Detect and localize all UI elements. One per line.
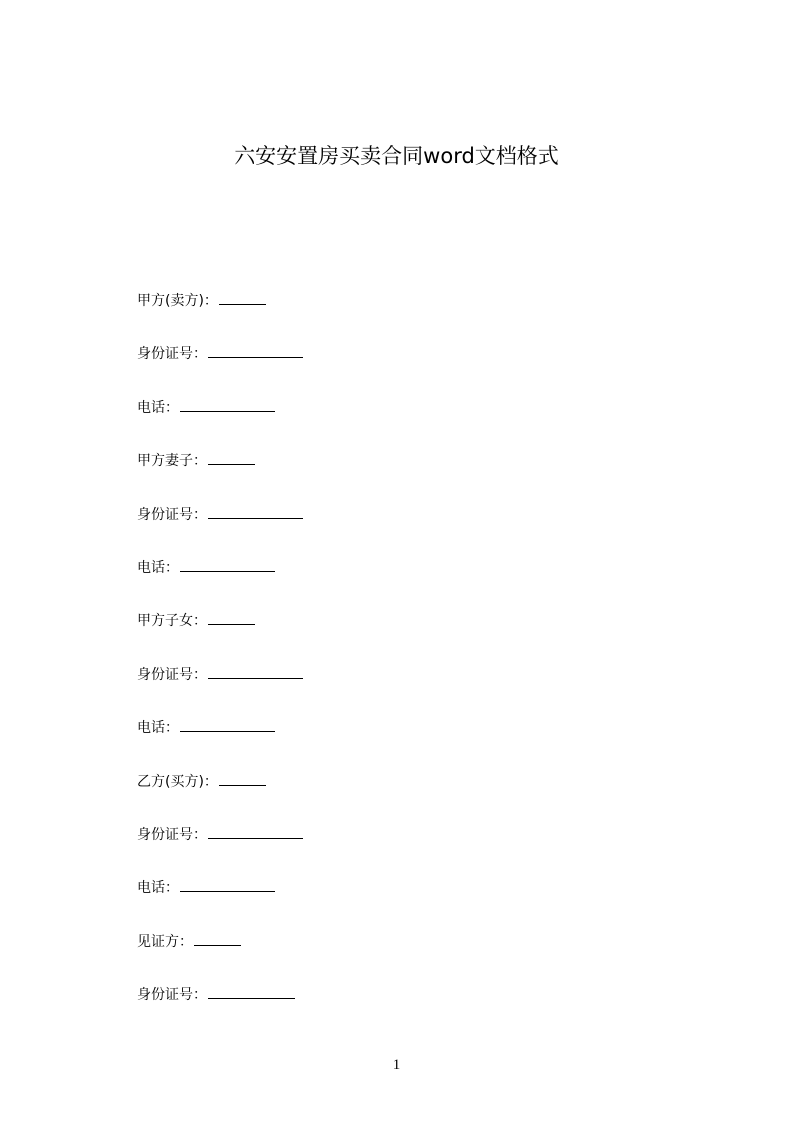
form-field-row [137, 557, 303, 610]
document-title: 六安安置房买卖合同word文档格式 [234, 144, 559, 168]
field-label: 甲方妻子： [137, 453, 207, 470]
fill-in-blank [208, 984, 295, 999]
field-label: 电话： [137, 559, 179, 576]
form-field-row [137, 450, 303, 503]
form-field-row [137, 343, 303, 396]
field-label: 电话： [137, 720, 179, 737]
field-label: 身份证号： [137, 826, 207, 843]
fill-in-blank [208, 343, 303, 358]
field-label: 甲方(卖方)： [137, 293, 218, 309]
form-field-row [137, 931, 303, 984]
page-number: 1 [392, 1057, 401, 1073]
fill-in-blank [208, 450, 255, 465]
field-label: 电话： [137, 399, 179, 416]
field-label: 乙方(买方)： [137, 773, 218, 790]
fill-in-blank [208, 664, 303, 679]
fill-in-blank [194, 931, 241, 946]
field-label: 见证方： [137, 933, 193, 950]
form-field-row [137, 504, 303, 557]
fill-in-blank [180, 877, 275, 892]
fill-in-blank [208, 610, 255, 625]
field-label: 甲方子女： [137, 613, 207, 630]
form-field-row [137, 824, 303, 877]
fill-in-blank [180, 557, 275, 572]
field-label: 身份证号： [137, 346, 207, 363]
form-field-row [137, 984, 303, 1037]
form-field-row [137, 290, 303, 343]
fill-in-blank [219, 290, 266, 305]
fill-in-blank [208, 824, 303, 839]
field-label: 身份证号： [137, 666, 207, 683]
fill-in-blank [180, 397, 275, 412]
party-field-list [137, 290, 303, 1037]
form-field-row [137, 397, 303, 450]
fill-in-blank [180, 717, 275, 732]
form-field-row [137, 717, 303, 770]
fill-in-blank [208, 504, 303, 519]
field-label: 身份证号： [137, 987, 207, 1004]
form-field-row [137, 771, 303, 824]
form-field-row [137, 664, 303, 717]
field-label: 电话： [137, 880, 179, 897]
form-field-row [137, 877, 303, 930]
form-field-row [137, 610, 303, 663]
field-label: 身份证号： [137, 506, 207, 523]
fill-in-blank [219, 771, 266, 786]
